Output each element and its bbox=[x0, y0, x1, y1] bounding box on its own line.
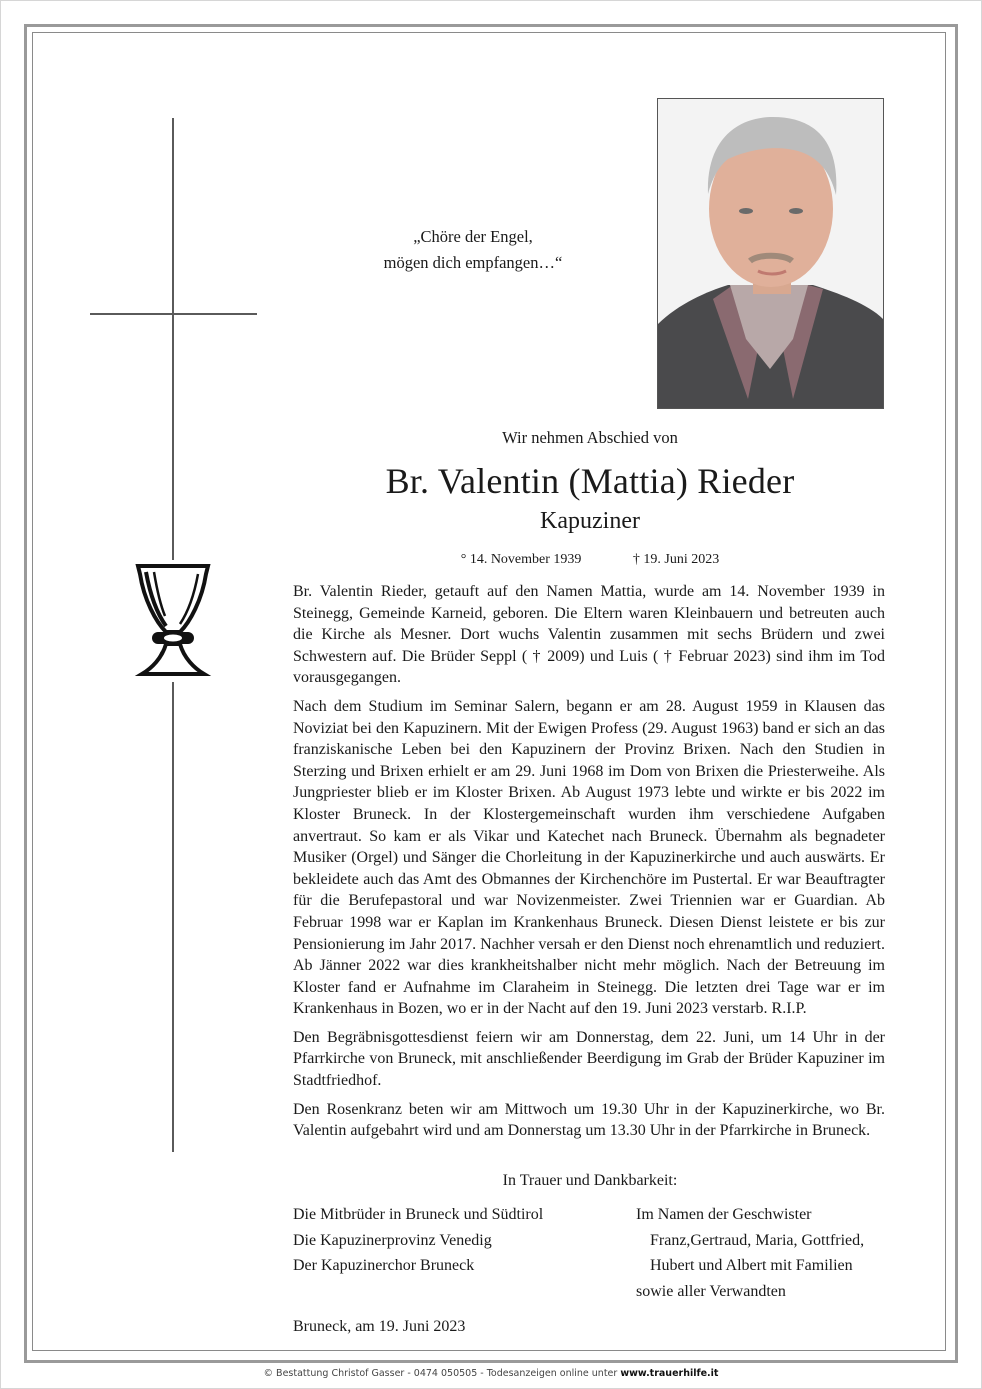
mourner-line: Im Namen der Geschwister bbox=[636, 1206, 812, 1223]
footer-text: © Bestattung Christof Gasser - 0474 050505 - Todesanzeigen online unter bbox=[263, 1368, 618, 1379]
quote-line-2: mögen dich empfangen…“ bbox=[383, 253, 563, 272]
closing-heading: In Trauer und Dankbarkeit: bbox=[502, 1172, 678, 1189]
farewell-intro: Wir nehmen Abschied von bbox=[502, 428, 678, 447]
footer-link[interactable]: www.trauerhilfe.it bbox=[620, 1368, 719, 1379]
place-and-date: Bruneck, am 19. Juni 2023 bbox=[293, 1318, 466, 1335]
footer bbox=[0, 1368, 982, 1379]
religious-order: Kapuziner bbox=[540, 508, 640, 534]
quote-line-1: „Chöre der Engel, bbox=[413, 227, 533, 246]
paragraph-rosary: Den Rosenkranz beten wir am Mittwoch um 19.30 Uhr in der Kapuzinerkirche, wo Br. Valentin aufgebahrt wird und am Donnerstag um 13.30 Uhr in der Pfarrkirche in Bruneck. bbox=[293, 1100, 885, 1140]
obituary-text bbox=[293, 581, 885, 1149]
quote bbox=[320, 224, 626, 276]
paragraph-funeral: Den Begräbnisgottesdienst feiern wir am Donnerstag, dem 22. Juni, um 14 Uhr in der Pfarrkirche von Bruneck, mit anschließender Beerdigung im Grab der Brüder Kapuziner im Stadtfriedhof. bbox=[293, 1028, 885, 1090]
paragraph-biography: Br. Valentin Rieder, getauft auf den Namen Mattia, wurde am 14. November 1939 in Steinegg, Gemeinde Karneid, geboren. Die Eltern waren Kleinbauern und betreuten auch die Kirche als Mesner. Dort wuchs Valentin zusammen mit sechs Brüdern und zwei Schwestern auf. Die Brüder Seppl ( † 2009) und Luis ( † Februar 2023) sind ihm im Tod vorausgegangen. bbox=[293, 583, 885, 687]
birth-date: ° 14. November 1939 bbox=[460, 552, 582, 567]
cross-icon-horizontal bbox=[90, 313, 257, 315]
mourner-line: Franz,Gertraud, Maria, Gottfried, bbox=[650, 1231, 865, 1249]
mourner-line: Die Mitbrüder in Bruneck und Südtirol bbox=[293, 1206, 544, 1223]
portrait-photo bbox=[657, 98, 884, 409]
mourner-line: Der Kapuzinerchor Bruneck bbox=[293, 1257, 475, 1274]
mourners-right bbox=[636, 1202, 864, 1304]
mourner-line: sowie aller Verwandten bbox=[636, 1282, 786, 1300]
life-dates bbox=[290, 552, 890, 568]
paragraph-career: Nach dem Studium im Seminar Salern, begann er am 28. August 1959 in Klausen das Noviziat bei den Kapuzinern. Mit der Ewigen Profess (29. August 1963) band er sich an das franziskanische Leben bei den Kapuzinern der Provinz Brixen. Nach den Studien in Sterzing und Brixen erhielt er am 29. Juni 1968 im Dom von Brixen die Priesterweihe. Als Jungpriester blieb er im Kloster Brixen. Ab August 1973 lebte und wirkte er bis 2022 im Kloster Bruneck. In der Klostergemeinschaft wurden ihm verschiedene Aufgaben anvertraut. So kam er als Vikar und Katechet nach Bruneck. Übernahm als begnadeter Musiker (Orgel) und Sänger die Chorleitung in der Kapuzinerkirche und auch auswärts. Er bekleidete auch das Amt des Obmannes der Kirchenchöre im Pustertal. Er war Beauftragter für die Berufepastoral und war Novizenmeister. Zwei Triennien war er Guardian. Ab Februar 1998 war er Kaplan im Krankenhaus Bruneck. Diesen Dienst leistete er bis zur Pensionierung im Jahr 2017. Nachher versah er den Dienst noch ehrenamtlich und reduziert. Ab Jänner 2022 war dies krankheitshalber nicht mehr möglich. Nach der Betreuung im Kloster fand er Aufnahme im Claraheim in Steinegg. Die letzten drei Tage war er im Krankenhaus in Bozen, wo er in der Nacht auf den 19. Juni 2023 verstarb. R.I.P. bbox=[293, 697, 885, 1018]
chalice-icon bbox=[132, 560, 214, 682]
mourner-line: Die Kapuzinerprovinz Venedig bbox=[293, 1231, 492, 1249]
mourners-left bbox=[293, 1202, 543, 1279]
mourner-line: Hubert und Albert mit Familien bbox=[650, 1257, 853, 1274]
death-date: † 19. Juni 2023 bbox=[632, 552, 720, 567]
deceased-name: Br. Valentin (Mattia) Rieder bbox=[385, 461, 795, 501]
